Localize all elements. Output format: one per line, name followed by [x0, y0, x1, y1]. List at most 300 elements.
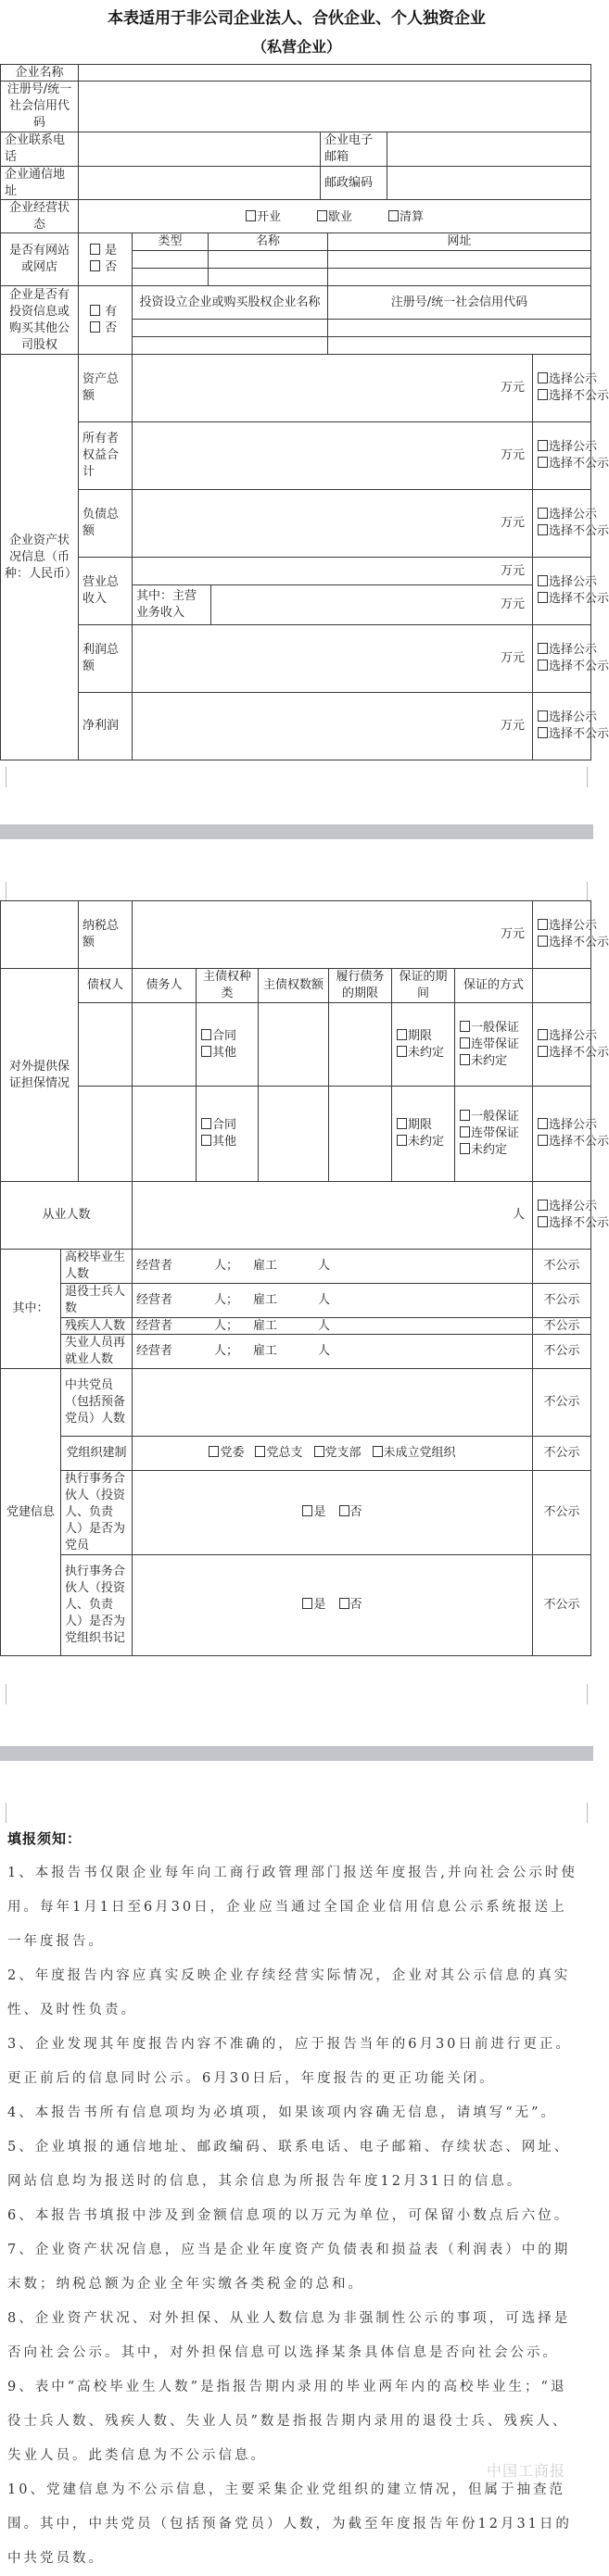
option-label: 选择公示: [549, 1200, 598, 1213]
instruction-item: 10、党建信息为不公示信息，主要采集企业党组织的建立情况，但属于抽查范围。其中，中共党员（包括预备党员）人数，为截至年度报告年份12月31日的中共党员数。: [7, 2482, 572, 2566]
option-label: 未约定: [408, 1045, 445, 1060]
tax-blank-cell: [0, 900, 79, 969]
address-field[interactable]: [78, 166, 321, 200]
investment-label: 企业是否有投资信息或购买其他公司股权: [0, 285, 79, 355]
publicity-choice: [532, 1181, 609, 1250]
form-title: 本表适用于非公司企业法人、合伙企业、个人独资企业: [108, 9, 486, 28]
employee-label: 雇工: [253, 1344, 278, 1358]
checkbox-icon: [317, 210, 327, 221]
net-profit-field[interactable]: [132, 692, 533, 760]
website-no-checkbox[interactable]: [90, 259, 130, 276]
period-options: [391, 1002, 455, 1087]
instruction-item: 5、企业填报的通信地址、邮政编码、联系电话、电子邮箱、存续状态、网址、网站信息均为报送时的信息，其余信息为所报告年度12月31日的信息。: [7, 2140, 571, 2189]
option-label: 期限: [408, 1118, 433, 1132]
show-checkbox[interactable]: [538, 1199, 598, 1215]
status-open-checkbox[interactable]: [246, 209, 281, 226]
partner-secretary-yes-checkbox[interactable]: [302, 1597, 325, 1614]
option-label: 有: [105, 304, 118, 319]
unit-label: 万元: [500, 651, 525, 665]
invested-company-cell[interactable]: [132, 319, 328, 337]
operator-label: 经营者: [136, 1259, 173, 1273]
option-label: 否: [105, 260, 118, 274]
hide-checkbox[interactable]: [538, 591, 609, 608]
creditor-cell[interactable]: [78, 1086, 133, 1182]
col-name: 名称: [208, 232, 328, 251]
instruction-item: 7、企业资产状况信息，应当是企业年度资产负债表和损益表（利润表）中的期末数；纳税总额为企业全年实缴各类税金的总和。: [7, 2243, 571, 2292]
show-checkbox[interactable]: [538, 507, 598, 523]
col-invested-company: 投资设立企业或购买股权企业名称: [132, 285, 328, 320]
option-label: 其他: [212, 1045, 237, 1060]
col-creditor: 债权人: [78, 968, 133, 1003]
option-label: 是: [313, 1505, 326, 1519]
option-label: 选择公示: [549, 508, 598, 521]
partner-secretary-options: [132, 1554, 533, 1656]
checkbox-icon: [302, 1598, 312, 1609]
hide-checkbox[interactable]: [538, 935, 609, 951]
option-label: 合同: [212, 1118, 237, 1132]
address-label: 企业通信地址: [0, 166, 79, 200]
investment-yes-no: [78, 285, 133, 355]
show-checkbox[interactable]: [538, 1117, 598, 1134]
publicity-choice: [532, 421, 609, 490]
contract-checkbox[interactable]: [201, 1028, 256, 1045]
not-public-label: 不公示: [532, 1436, 591, 1471]
total-profit-field[interactable]: [132, 624, 533, 693]
not-public-label: 不公示: [532, 1368, 591, 1437]
email-field[interactable]: [387, 132, 591, 167]
col-url: 网址: [327, 232, 591, 251]
website-name-cell[interactable]: [208, 250, 328, 269]
disabled-label: 残疾人人数: [60, 1317, 133, 1335]
checkbox-icon: [201, 1029, 211, 1040]
publicity-choice: [532, 692, 609, 760]
checkbox-icon: [538, 727, 548, 738]
hide-checkbox[interactable]: [538, 388, 609, 405]
col-guarantee-period: 保证的期间: [391, 968, 455, 1003]
option-label: 党支部: [324, 1446, 362, 1460]
partner-secretary-no-checkbox[interactable]: [339, 1597, 362, 1614]
hide-checkbox[interactable]: [538, 1045, 609, 1062]
option-label: 选择公示: [549, 643, 598, 657]
publicity-choice: [532, 900, 609, 969]
unit-label: 人: [318, 1318, 331, 1333]
option-label: 选择不公示: [549, 1216, 609, 1230]
option-label: 未约定: [471, 1053, 508, 1068]
option-label: 未约定: [471, 1143, 508, 1157]
option-label: 未约定: [408, 1135, 445, 1149]
unit-label: 人；: [214, 1344, 239, 1358]
show-checkbox[interactable]: [538, 710, 598, 726]
col-claim-type: 主债权种类: [196, 968, 259, 1003]
unit-label: 人；: [214, 1318, 239, 1333]
party-general-branch-checkbox[interactable]: [255, 1445, 302, 1462]
checkbox-icon: [538, 389, 548, 400]
hide-checkbox[interactable]: [538, 726, 609, 743]
party-org-options: [132, 1436, 533, 1471]
option-label: 选择公示: [549, 440, 598, 454]
instruction-item: 8、企业资产状况、对外担保、从业人数信息为非强制性公示的事项，可选择是否向社会公示。其中，对外担保信息可以选择某条具体信息是否向社会公示。: [7, 2311, 571, 2360]
website-url-cell[interactable]: [327, 268, 591, 286]
creditor-cell[interactable]: [78, 1002, 133, 1087]
checkbox-icon: [538, 1118, 548, 1129]
checkbox-icon: [246, 210, 256, 221]
checkbox-icon: [538, 1029, 548, 1040]
total-tax-field[interactable]: [132, 900, 533, 969]
checkbox-icon: [460, 1143, 470, 1154]
veterans-label: 退役士兵人数: [60, 1283, 133, 1318]
checkbox-icon: [460, 1021, 470, 1032]
show-checkbox[interactable]: [538, 1028, 598, 1045]
unspecified-checkbox[interactable]: [397, 1045, 452, 1062]
checkbox-icon: [460, 1110, 470, 1121]
website-url-cell[interactable]: [327, 250, 591, 269]
show-checkbox[interactable]: [538, 642, 598, 659]
status-options: [78, 199, 591, 233]
main-business-field[interactable]: [210, 584, 533, 625]
debtor-cell[interactable]: [132, 1086, 197, 1182]
hide-checkbox[interactable]: [538, 1215, 609, 1232]
other-checkbox[interactable]: [201, 1134, 256, 1150]
unit-label: 人；: [214, 1259, 239, 1273]
partner-member-options: [132, 1470, 533, 1555]
debtor-cell[interactable]: [132, 1002, 197, 1087]
postal-code-field[interactable]: [387, 166, 591, 200]
option-label: 选择不公示: [549, 936, 609, 949]
unit-label: 人: [318, 1293, 331, 1307]
option-label: 否: [105, 320, 118, 335]
checkbox-icon: [538, 1216, 548, 1227]
unit-label: 人: [318, 1259, 331, 1273]
checkbox-icon: [201, 1118, 211, 1129]
checkbox-icon: [460, 1054, 470, 1065]
checkbox-icon: [538, 936, 548, 947]
checkbox-icon: [538, 457, 548, 468]
total-tax-label: 纳税总额: [78, 900, 133, 969]
page-corner-mark: [587, 767, 588, 787]
page-corner-mark: [587, 882, 588, 902]
option-label: 期限: [408, 1028, 433, 1043]
checkbox-icon: [397, 1135, 407, 1146]
show-checkbox[interactable]: [538, 918, 598, 935]
employee-label: 雇工: [253, 1318, 278, 1333]
col-performance-term: 履行债务的期限: [328, 968, 392, 1003]
instruction-item: 2、年度报告内容应真实反映企业存续经营实际情况，企业对其公示信息的真实性、及时性负责。: [7, 1968, 571, 2017]
page-break-divider: [0, 1746, 593, 1761]
option-label: 是: [313, 1598, 326, 1612]
contract-checkbox[interactable]: [201, 1117, 256, 1134]
checkbox-icon: [255, 1446, 265, 1457]
performance-term-cell[interactable]: [328, 1086, 392, 1182]
operator-label: 经营者: [136, 1293, 173, 1307]
unit-label: 万元: [500, 719, 525, 733]
checkbox-icon: [538, 643, 548, 654]
publicity-choice: [532, 354, 609, 422]
option-label: 清算: [400, 210, 425, 224]
option-label: 否: [349, 1505, 362, 1519]
reemployed-field[interactable]: [132, 1334, 533, 1369]
option-label: 未成立党组织: [383, 1446, 456, 1460]
website-yes-no: [78, 232, 133, 286]
option-label: 选择不公示: [549, 389, 609, 403]
option-label: 合同: [212, 1028, 237, 1043]
invested-code-cell[interactable]: [327, 319, 591, 337]
email-label: 企业电子邮箱: [320, 132, 387, 167]
website-name-cell[interactable]: [208, 268, 328, 286]
total-profit-label: 利润总额: [78, 624, 133, 693]
checkbox-icon: [90, 260, 100, 271]
publicity-choice: [532, 557, 609, 625]
status-suspended-checkbox[interactable]: [317, 209, 352, 226]
checkbox-icon: [201, 1135, 211, 1146]
investment-yes-checkbox[interactable]: [90, 304, 130, 320]
employee-label: 雇工: [253, 1293, 278, 1307]
option-label: 是: [105, 244, 118, 258]
period-options: [391, 1086, 455, 1182]
phone-label: 企业联系电话: [0, 132, 79, 167]
investment-no-checkbox[interactable]: [90, 320, 130, 337]
page-break-divider: [0, 824, 593, 839]
col-publicity: [532, 968, 591, 1003]
among-label: 其中：: [0, 1249, 61, 1369]
hide-checkbox[interactable]: [538, 659, 609, 675]
watermark: 中国工商报: [487, 2462, 566, 2480]
show-checkbox[interactable]: [538, 439, 598, 456]
unit-label: 人: [512, 1208, 525, 1222]
total-revenue-label: 营业总收入: [78, 557, 133, 625]
checkbox-icon: [538, 1135, 548, 1146]
checkbox-icon: [538, 508, 548, 519]
checkbox-icon: [460, 1037, 470, 1049]
page-corner-mark: [587, 1803, 588, 1823]
form-subtitle: （私营企业）: [251, 38, 341, 56]
publicity-choice: [532, 489, 609, 558]
graduates-label: 高校毕业生人数: [60, 1249, 133, 1284]
publicity-choice: [532, 1086, 609, 1182]
party-members-field[interactable]: [132, 1368, 533, 1437]
owners-equity-field[interactable]: [132, 421, 533, 490]
website-type-cell[interactable]: [132, 250, 209, 269]
graduates-field[interactable]: [132, 1249, 533, 1284]
party-label: 党建信息: [0, 1368, 61, 1656]
checkbox-icon: [538, 919, 548, 930]
party-branch-checkbox[interactable]: [314, 1445, 362, 1462]
option-label: 开业: [257, 210, 282, 224]
operator-label: 经营者: [136, 1318, 173, 1333]
website-type-cell[interactable]: [132, 268, 209, 286]
unit-label: 万元: [500, 516, 525, 530]
option-label: 一般保证: [471, 1020, 520, 1035]
instruction-item: 6、本报告书填报中涉及到金额信息项的以万元为单位，可保留小数点后六位。: [7, 2208, 571, 2223]
disabled-field[interactable]: [132, 1317, 533, 1335]
partner-member-no-checkbox[interactable]: [339, 1504, 362, 1521]
partner-member-label: 执行事务合伙人（投资人、负责人）是否为党员: [60, 1470, 133, 1555]
partner-member-yes-checkbox[interactable]: [302, 1504, 325, 1521]
company-name-label: 企业名称: [0, 64, 79, 82]
checkbox-icon: [397, 1029, 407, 1040]
total-assets-field[interactable]: [132, 354, 533, 422]
col-invested-code: 注册号/统一社会信用代码: [327, 285, 591, 320]
status-liquidation-checkbox[interactable]: [388, 209, 424, 226]
total-assets-label: 资产总额: [78, 354, 133, 422]
method-options: [454, 1086, 533, 1182]
option-label: 选择公示: [549, 575, 598, 589]
option-label: 一般保证: [471, 1110, 520, 1124]
hide-checkbox[interactable]: [538, 523, 609, 540]
not-public-label: 不公示: [532, 1554, 591, 1656]
unit-label: 万元: [500, 927, 525, 941]
checkbox-icon: [339, 1598, 349, 1609]
company-name-field[interactable]: [78, 64, 591, 82]
method-unspecified-checkbox[interactable]: [460, 1053, 530, 1070]
option-label: 连带保证: [471, 1126, 520, 1140]
total-revenue-field[interactable]: [132, 557, 533, 585]
instruction-item: 3、企业发现其年度报告内容不准确的，应于报告当年的6月30日前进行更正。更正前后的信息同时公示。6月30日后，年度报告的更正功能关闭。: [7, 2037, 572, 2086]
employees-field[interactable]: [132, 1181, 533, 1250]
website-yes-checkbox[interactable]: [90, 243, 130, 259]
not-public-label: 不公示: [532, 1283, 591, 1318]
party-committee-checkbox[interactable]: [209, 1445, 244, 1462]
partner-secretary-label: 执行事务合伙人（投资人、负责人）是否为党组织书记: [60, 1554, 133, 1656]
col-debtor: 债务人: [132, 968, 197, 1003]
checkbox-icon: [373, 1446, 383, 1457]
checkbox-icon: [90, 321, 100, 333]
checkbox-icon: [538, 372, 548, 383]
unit-label: 万元: [500, 597, 525, 611]
option-label: 选择公示: [549, 1118, 598, 1132]
unspecified-checkbox[interactable]: [397, 1134, 452, 1150]
joint-guarantee-checkbox[interactable]: [460, 1125, 530, 1142]
invested-code-cell[interactable]: [327, 336, 591, 355]
invested-company-cell[interactable]: [132, 336, 328, 355]
checkbox-icon: [538, 524, 548, 535]
checkbox-icon: [538, 1200, 548, 1211]
total-liabilities-label: 负债总额: [78, 489, 133, 558]
unit-label: 万元: [500, 381, 525, 395]
not-public-label: 不公示: [532, 1317, 591, 1335]
instruction-item: 9、表中“高校毕业生人数”是指报告期内录用的毕业两年内的高校毕业生；“退役士兵人数、残疾人数、失业人员”数是指报告期内录用的退役士兵、残疾人、失业人员。此类信息为不公示信息。: [7, 2380, 569, 2463]
option-label: 选择公示: [549, 1028, 598, 1043]
option-label: 歇业: [328, 210, 353, 224]
unit-label: 人；: [214, 1293, 239, 1307]
employee-label: 雇工: [253, 1259, 278, 1273]
checkbox-icon: [460, 1126, 470, 1137]
hide-checkbox[interactable]: [538, 456, 609, 472]
checkbox-icon: [314, 1446, 324, 1457]
option-label: 选择不公示: [549, 727, 609, 741]
option-label: 选择不公示: [549, 592, 609, 606]
postal-code-label: 邮政编码: [320, 166, 387, 200]
veterans-field[interactable]: [132, 1283, 533, 1318]
party-org-label: 党组织建制: [60, 1436, 133, 1471]
option-label: 选择不公示: [549, 1045, 609, 1060]
not-public-label: 不公示: [532, 1470, 591, 1555]
party-members-label: 中共党员（包括预备党员）人数: [60, 1368, 133, 1437]
no-party-org-checkbox[interactable]: [373, 1445, 456, 1462]
phone-field[interactable]: [78, 132, 321, 167]
col-type: 类型: [132, 232, 209, 251]
col-claim-amount: 主债权数额: [258, 968, 329, 1003]
instruction-item: 4、本报告书所有信息项均为必填项，如果该项内容确无信息，请填写“无”。: [7, 2105, 558, 2120]
publicity-choice: [532, 624, 609, 693]
hide-checkbox[interactable]: [538, 1134, 609, 1150]
general-guarantee-checkbox[interactable]: [460, 1020, 530, 1037]
reemployed-label: 失业人员再就业人数: [60, 1334, 133, 1369]
checkbox-icon: [388, 210, 399, 221]
claim-amount-cell[interactable]: [258, 1002, 329, 1087]
method-unspecified-checkbox[interactable]: [460, 1142, 530, 1159]
assets-label: 企业资产状况信息（币种：人民币）: [0, 354, 79, 760]
checkbox-icon: [339, 1505, 349, 1516]
unit-label: 万元: [500, 448, 525, 462]
option-label: 党总支: [266, 1446, 303, 1460]
option-label: 选择不公示: [549, 457, 609, 471]
option-label: 连带保证: [471, 1037, 520, 1051]
joint-guarantee-checkbox[interactable]: [460, 1037, 530, 1053]
option-label: 选择公示: [549, 710, 598, 724]
show-checkbox[interactable]: [538, 574, 598, 591]
checkbox-icon: [538, 710, 548, 722]
other-checkbox[interactable]: [201, 1045, 256, 1062]
show-checkbox[interactable]: [538, 371, 598, 388]
option-label: 选择不公示: [549, 524, 609, 538]
claim-type-options: [196, 1002, 259, 1087]
checkbox-icon: [538, 592, 548, 603]
general-guarantee-checkbox[interactable]: [460, 1109, 530, 1125]
method-options: [454, 1002, 533, 1087]
employees-label: 从业人数: [0, 1181, 133, 1250]
checkbox-icon: [90, 244, 100, 255]
option-label: 否: [349, 1598, 362, 1612]
checkbox-icon: [538, 660, 548, 671]
option-label: 选择不公示: [549, 660, 609, 673]
checkbox-icon: [209, 1446, 219, 1457]
checkbox-icon: [90, 305, 100, 316]
reg-code-field[interactable]: [78, 81, 591, 132]
website-label: 是否有网站或网店: [0, 232, 79, 286]
option-label: 党委: [220, 1446, 245, 1460]
publicity-choice: [532, 1002, 609, 1087]
operator-label: 经营者: [136, 1344, 173, 1358]
guarantee-label: 对外提供保证担保情况: [0, 968, 79, 1182]
checkbox-icon: [538, 440, 548, 451]
performance-term-cell[interactable]: [328, 1002, 392, 1087]
reg-code-label: 注册号/统一社会信用代码: [0, 81, 79, 132]
option-label: 选择不公示: [549, 1135, 609, 1149]
instructions-title: 填报须知：: [7, 1830, 82, 1847]
checkbox-icon: [302, 1505, 312, 1516]
total-liabilities-field[interactable]: [132, 489, 533, 558]
claim-type-options: [196, 1086, 259, 1182]
checkbox-icon: [397, 1046, 407, 1057]
checkbox-icon: [538, 575, 548, 586]
unit-label: 人: [318, 1344, 331, 1358]
status-label: 企业经营状态: [0, 199, 79, 233]
option-label: 其他: [212, 1135, 237, 1149]
term-checkbox[interactable]: [397, 1117, 452, 1134]
checkbox-icon: [397, 1118, 407, 1129]
main-business-label: 其中：主营业务收入: [132, 584, 211, 625]
not-public-label: 不公示: [532, 1334, 591, 1369]
term-checkbox[interactable]: [397, 1028, 452, 1045]
option-label: 选择公示: [549, 919, 598, 933]
checkbox-icon: [538, 1046, 548, 1057]
col-guarantee-method: 保证的方式: [454, 968, 533, 1003]
owners-equity-label: 所有者权益合计: [78, 421, 133, 490]
unit-label: 万元: [500, 563, 525, 578]
option-label: 选择公示: [549, 372, 598, 386]
claim-amount-cell[interactable]: [258, 1086, 329, 1182]
net-profit-label: 净利润: [78, 692, 133, 760]
